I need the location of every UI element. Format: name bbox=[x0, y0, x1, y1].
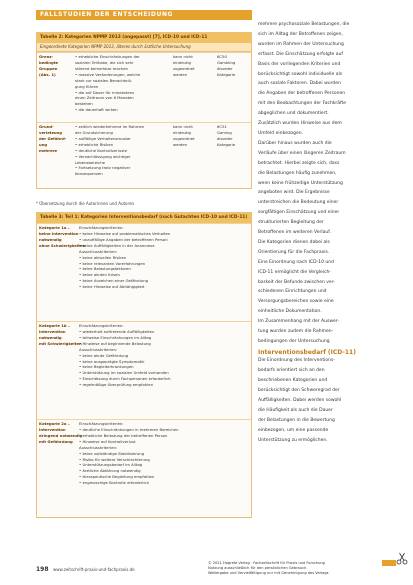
row-label: Grenz- bedingte Gruppen (Abs. 1) bbox=[39, 54, 59, 77]
copyright-notice: © 2021 Hogrefe Verlag · Fachzeitschrift für Praxis und Forschung Nutzung ausschließlich für den persönlichen Gebrauch Weitergabe und Vervielfältigung nur mit Genehmigung des Verlags bbox=[208, 561, 329, 575]
row-label: Grund- verletzung der Gefährd- ung mehrere bbox=[39, 124, 67, 153]
footer-accent-bar bbox=[382, 560, 396, 566]
table-row bbox=[37, 419, 251, 517]
table-2-title: Tabelle 2: Kategorien NPMP 2013 (angepasst) [7], ICD-10 und ICD-11 bbox=[37, 33, 251, 43]
row-label: Kategorie 1b – Intervention notwendig mit Schwierigkeiten bbox=[39, 323, 82, 346]
page-number: 198 bbox=[36, 566, 49, 573]
row-criteria: • zeitlich wiederkehrend im Rahmen der Grundsicherung • auffällige Verhaltensmuster • erhebliche Risiken • deutliche Kontrollverluste • Vernachlässigung wichtiger Lebensbereiche • Fortsetzung trotz negativer Konsequenzen bbox=[75, 124, 145, 177]
section-heading: Interventionsbedarf (ICD-11) bbox=[258, 348, 356, 356]
paragraph: Die Einordnung des Interventions- bedarfs orientiert sich an den beschriebenen Kategorien und berücksichtigt den Schweregrad der Auffälligkeiten. Dabei werden sowohl die Häufigkeit als auch die Dauer der Belastungen in die Bewertung einbezogen, um eine passende Unterstützung zu ermöglichen. bbox=[258, 358, 342, 443]
paragraph: Darüber hinaus wurden auch die Verläufe über einen längeren Zeitraum betrachtet. Hierbei zeigte sich, dass die Belastungen häufig zunehmen, wenn keine frühzeitige Unterstützung angeboten wird. Die Ergebnisse unterstreichen die Bedeutung einer sorgfältigen Einschätzung und einer strukturierten Begleitung der Betroffenen im weiteren Verlauf. Die Kategorien dienen dabei als Orientierung für die Fachpraxis. Eine Einordnung nach ICD-10 und ICD-11 ermöglicht die Vergleich- barkeit der Befunde zwischen ver- schiedenen Einrichtungen und Versorgungsbereichen sowie eine einheitliche Dokumentation. bbox=[258, 140, 346, 315]
table-3 bbox=[36, 212, 252, 518]
table-row bbox=[37, 122, 251, 188]
row-label: Kategorie 1a – keine Intervention notwendig ohne Schwierigkeiten bbox=[39, 225, 86, 248]
paragraph: mehrere psychosoziale Belastungen, die sich im Alltag der Betroffenen zeigen, wurden im Rahmen der Untersuchung erfasst. Die Einschätzung erfolgte auf Basis der vorliegenden Kriterien und berücksichtigt sowohl individuelle als auch soziale Faktoren. Dabei wurden die Angaben der betroffenen Personen mit den Beobachtungen der Fachkräfte abgeglichen und dokumentiert. Zusätzlich wurden Hinweise aus dem Umfeld einbezogen. bbox=[258, 22, 350, 136]
row-criteria: • erhebliche Einschränkungen der sozialen Teilhabe, die sich sehr störend bemerkbar machen • massive Veränderungen, welche stark zur sozialen Benachteili- gung führen • die auf Dauer für mindestens einen Zeitraum von 6 Monaten bestehen • die dauerhaft wirken bbox=[75, 54, 141, 113]
row-criteria: Einschätzungskriterien: • wiederholt auftretende Auffälligkeiten • teilweise Einschränkungen im Alltag • Hinweise auf beginnende Belastung Ausschlusskriterien: • keine akute Gefährdung • keine ausgeprägte Symptomatik • keine Begleiterkrankungen • Unterstützung im sozialen Umfeld vorhanden • Einschätzung durch Fachpersonen erforderlich • regelmäßige Überprüfung empfohlen bbox=[79, 323, 171, 388]
row-label: Kategorie 2a – Intervention dringend notwendig mit Gefährdung bbox=[39, 421, 83, 444]
row-criteria: Einschätzungskriterien: • deutliche Einschränkungen in mehreren Bereichen • erhebliche Belastung der betroffenen Person • Hinweise auf Kontrollverlust Ausschlusskriterien: • keine vollständige Stabilisierung • Risiko für weitere Verschlechterung • Unterstützungsbedarf im Alltag • ärztliche Abklärung notwendig • therapeutische Begleitung empfohlen • engmaschige Kontrolle erforderlich bbox=[79, 421, 179, 486]
table-2-subtitle: Eingeordnete Kategorien NPMP 2013, älteres durch ärztliche Untersuchung bbox=[37, 43, 251, 52]
section-header-bar bbox=[36, 10, 252, 20]
scissors-icon bbox=[396, 552, 408, 566]
paragraph: Im Zusammenhang mit der Auswer- tung wurden zudem die Rahmen- bedingungen der Untersuchung bbox=[258, 319, 339, 344]
row-icd10: kann nicht eindeutig zugeordnet werden bbox=[173, 124, 195, 147]
table-3-title: Tabelle 3: Teil 1: Kategorien Interventionsbedarf (nach Gutachten ICD-10 und ICD-11) bbox=[37, 213, 251, 223]
journal-url: www.zeitschrift-praxis-und-fachpraxis.de bbox=[53, 567, 135, 572]
row-icd11: 6C51 Gaming disorder Kategorie bbox=[217, 124, 236, 147]
row-criteria: Einschätzungskriterien: • keine Hinweise auf problematisches Verhalten • unauffällige Angaben der betroffenen Person • keine Auffälligkeiten in der Anamnese Ausschlusskriterien: • keine aktuellen Risiken • keine relevanten Vorerfahrungen • keine Belastungsfaktoren • keine akuten Krisen • keine Anzeichen einer Gefährdung • keine Hinweise auf Abhängigkeit bbox=[79, 225, 171, 290]
row-icd10: kann nicht eindeutig zugeordnet werden bbox=[173, 54, 195, 77]
table-row bbox=[37, 223, 251, 321]
row-icd11: 6C50 Gambling disorder Kategorie bbox=[217, 54, 236, 77]
table-row bbox=[37, 321, 251, 419]
table-footnote: * Übersetzung durch die Autorinnen und Autoren bbox=[36, 201, 135, 206]
body-text-column bbox=[258, 20, 382, 446]
section-label: FALLSTUDIEN DER ENTSCHEIDUNG bbox=[40, 11, 174, 18]
table-row bbox=[37, 52, 251, 122]
table-2 bbox=[36, 32, 252, 189]
